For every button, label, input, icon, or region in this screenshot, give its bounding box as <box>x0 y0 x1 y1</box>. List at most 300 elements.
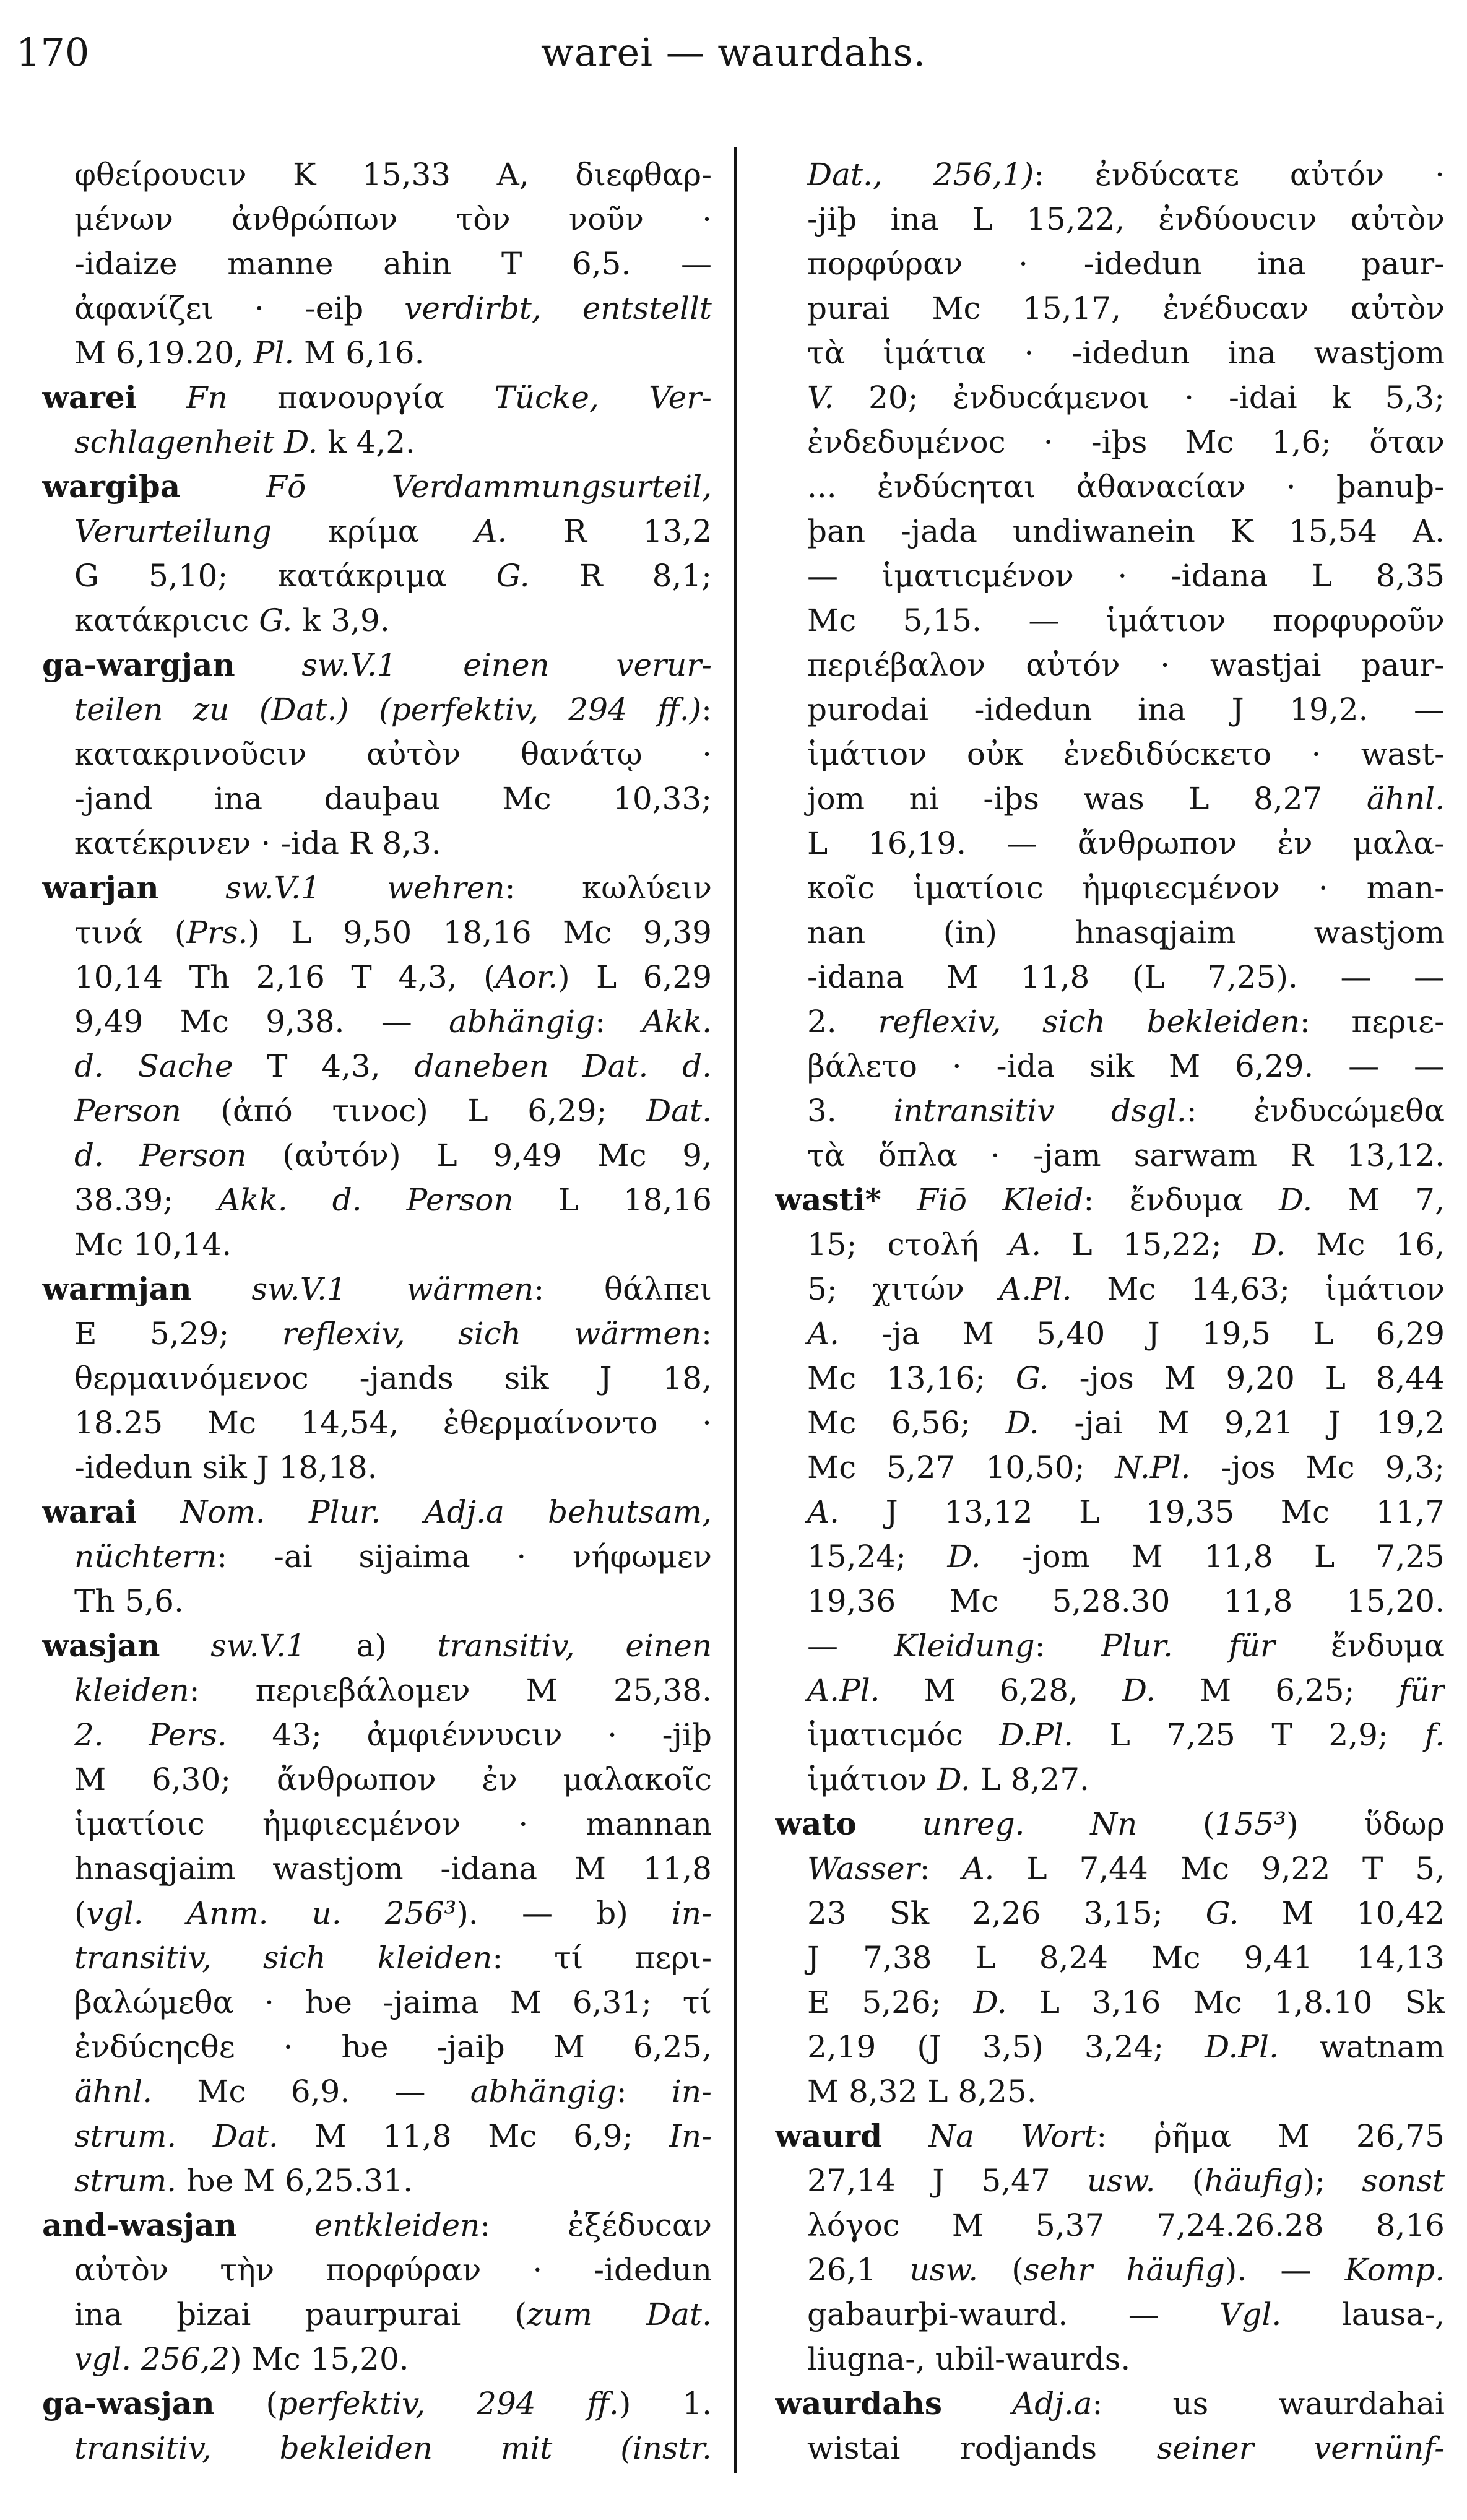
text-run: perfektiv, 294 ff. <box>278 2386 619 2422</box>
text-run: τινά ( <box>74 915 187 950</box>
text-run: : ῥῆμα M 26,75 <box>1096 2118 1445 2154</box>
text-line <box>42 2203 712 2248</box>
text-line <box>775 464 1445 509</box>
text-run: Akk. d. Person <box>218 1182 514 1218</box>
text-run: G. <box>1205 1895 1239 1931</box>
text-run: M 6,25; <box>1156 1672 1399 1708</box>
text-run: V. <box>807 380 834 415</box>
text-run: ( <box>1155 2163 1205 2199</box>
text-run: : <box>919 1851 963 1887</box>
text-line <box>42 866 712 910</box>
text-run: N.Pl. <box>1115 1449 1191 1485</box>
headword: waurdahs <box>775 2385 942 2422</box>
text-run: — <box>807 1628 894 1664</box>
text-run: : τί περι- <box>492 1940 712 1976</box>
text-run: -jai M 9,21 J 19,2 <box>1039 1405 1445 1441</box>
text-run: strum. <box>74 2163 177 2199</box>
text-run: λόγοc M 5,37 7,24.26.28 8,16 <box>807 2207 1445 2243</box>
text-run: Nom. Plur. Adj.a behutsam, <box>180 1494 712 1530</box>
text-run: 3. <box>807 1093 894 1129</box>
text-line <box>42 509 712 554</box>
text-line <box>42 910 712 955</box>
text-run: ) Mc 15,20. <box>230 2341 409 2377</box>
text-run: 2. <box>807 1004 878 1040</box>
text-run: L 7,44 Mc 9,22 T 5, <box>994 1851 1445 1887</box>
text-run: G 5,10; κατάκριμα <box>74 558 496 594</box>
headword: ga-wasjan <box>42 2385 215 2422</box>
text-run: verdirbt, entstellt <box>404 290 712 326</box>
text-run: βαλώμεθα · ƕe -jaima M 6,31; τί <box>74 1984 712 2020</box>
text-run: ); <box>1302 2163 1362 2199</box>
text-line <box>775 1891 1445 1936</box>
text-run: D. <box>947 1539 981 1575</box>
text-run: D. <box>1252 1227 1286 1262</box>
text-run: L 3,16 Mc 1,8.10 Sk <box>1006 1984 1445 2020</box>
text-run: αὐτὸν τὴν πορφύραν · -idedun <box>74 2252 712 2288</box>
text-line <box>42 2158 712 2203</box>
text-line <box>775 1401 1445 1445</box>
headword: wargiþa <box>42 468 181 505</box>
text-run: M 8,32 L 8,25. <box>807 2074 1037 2109</box>
text-run: Kleidung <box>894 1628 1035 1664</box>
text-line <box>775 1311 1445 1356</box>
text-line <box>42 999 712 1044</box>
text-run: 2,19 (J 3,5) 3,24; <box>807 2029 1205 2065</box>
text-run: θερμαινόμενοc -jands sik J 18, <box>74 1360 712 1396</box>
text-line <box>42 1178 712 1222</box>
text-run: M 7, <box>1312 1182 1445 1218</box>
headword: warei <box>42 379 137 415</box>
text-run: sw.V.1 einen verur- <box>301 647 712 683</box>
text-run: : <box>701 692 712 728</box>
text-run: -jom M 11,8 L 7,25 <box>980 1539 1445 1575</box>
text-line <box>42 1534 712 1579</box>
text-run: : <box>701 1316 712 1352</box>
text-run: kleiden <box>74 1672 189 1708</box>
text-line <box>775 1980 1445 2025</box>
text-run: M 6,19.20, <box>74 335 254 371</box>
text-line <box>775 1668 1445 1713</box>
text-line <box>42 464 712 509</box>
headword: wasjan <box>42 1627 160 1664</box>
text-run <box>192 1271 252 1307</box>
text-run: M 6,28, <box>880 1672 1122 1708</box>
text-line <box>775 1534 1445 1579</box>
text-run: : <box>1034 1628 1101 1664</box>
text-line <box>42 197 712 241</box>
text-run: usw. <box>909 2252 979 2288</box>
text-run: gabaurþi-waurd. — <box>807 2296 1220 2332</box>
text-run: Aor. <box>495 959 558 995</box>
text-run: Fō Verdammungsurteil, <box>266 469 712 505</box>
text-run: A.Pl. <box>999 1271 1072 1307</box>
text-run: G. <box>259 602 293 638</box>
text-line <box>42 2069 712 2114</box>
text-run: häufig <box>1204 2163 1303 2199</box>
text-line <box>775 2337 1445 2381</box>
text-run: Mc 6,9. — <box>152 2074 470 2109</box>
headword: wato <box>775 1805 857 1842</box>
text-line <box>775 420 1445 464</box>
right-column <box>775 152 1445 2470</box>
text-run: M 6,16. <box>294 335 425 371</box>
text-line <box>775 643 1445 687</box>
text-line <box>775 241 1445 286</box>
text-run <box>180 469 266 505</box>
headword: and-wasjan <box>42 2207 237 2243</box>
text-run: T 4,3, <box>233 1048 415 1084</box>
text-line <box>775 776 1445 821</box>
text-line <box>775 1579 1445 1623</box>
text-run: — ἱματιcμένον · -idana L 8,35 <box>807 558 1445 594</box>
text-run: μένων ἀνθρώπων τὸν νοῦν · <box>74 201 712 237</box>
text-run: -jiþ ina L 15,22, ἐνδύουcιν αὐτὸν <box>807 201 1445 237</box>
text-run: πανουργία <box>227 380 495 415</box>
text-line <box>42 420 712 464</box>
text-line <box>42 1311 712 1356</box>
text-run: Mc 16, <box>1286 1227 1445 1262</box>
text-run: intransitiv dsgl. <box>893 1093 1187 1129</box>
text-line <box>775 1267 1445 1311</box>
text-run: 15,24; <box>807 1539 948 1575</box>
text-run: nan (in) hnasqjaim wastjom <box>807 915 1445 950</box>
text-run: κοῖc ἱματίοιc ἠμφιεcμένον · man- <box>807 870 1445 906</box>
text-run: Verurteilung <box>74 513 272 549</box>
text-run: 23 Sk 2,26 3,15; <box>807 1895 1206 1931</box>
text-run: Na Wort <box>928 2118 1097 2154</box>
text-line <box>42 687 712 732</box>
text-run: : περιε- <box>1299 1004 1445 1040</box>
text-line <box>42 1267 712 1311</box>
text-run: 27,14 J 5,47 <box>807 2163 1087 2199</box>
text-run: für <box>1398 1672 1445 1708</box>
text-line <box>775 955 1445 999</box>
text-run: 15; cτολή <box>807 1227 1010 1262</box>
text-run: (αὐτόν) L 9,49 Mc 9, <box>246 1137 712 1173</box>
text-line <box>42 1757 712 1802</box>
text-line <box>42 1891 712 1936</box>
text-line <box>775 1623 1445 1668</box>
text-run: τὰ ἱμάτια · -idedun ina wastjom <box>807 335 1445 371</box>
text-line <box>42 2426 712 2470</box>
text-run: k 3,9. <box>292 602 390 638</box>
text-run: 155³ <box>1214 1806 1287 1842</box>
text-run: R 8,1; <box>529 558 712 594</box>
text-run: Fn <box>186 380 228 415</box>
text-run: Tücke, Ver- <box>494 380 712 415</box>
text-line <box>42 643 712 687</box>
page-number: 170 <box>16 30 90 75</box>
text-run: ( <box>1137 1806 1215 1842</box>
text-run: ἱμάτιον οὐκ ἐνεδιδύcκετο · wast- <box>807 736 1445 772</box>
text-line <box>775 509 1445 554</box>
text-line <box>775 2158 1445 2203</box>
text-run: : θάλπει <box>534 1271 712 1307</box>
text-run: Vgl. <box>1219 2296 1282 2332</box>
text-line <box>775 2025 1445 2069</box>
text-run: D. <box>1005 1405 1039 1441</box>
text-line <box>775 2114 1445 2158</box>
text-run: liugna-, ubil-waurds. <box>807 2341 1131 2377</box>
text-line <box>775 999 1445 1044</box>
text-run: L 8,27. <box>970 1762 1089 1797</box>
text-run: Wasser <box>807 1851 920 1887</box>
text-run: G. <box>496 558 530 594</box>
text-run <box>159 870 226 906</box>
text-run: d. Sache <box>74 1048 233 1084</box>
text-line <box>775 2248 1445 2292</box>
headword: ga-wargjan <box>42 646 235 683</box>
text-line <box>775 2381 1445 2426</box>
text-line <box>42 1445 712 1490</box>
text-line <box>775 152 1445 197</box>
text-run: sehr häufig <box>1023 2252 1225 2288</box>
text-run: A. <box>1009 1227 1042 1262</box>
text-run: transitiv, sich kleiden <box>74 1940 493 1976</box>
text-run: Mc 13,16; <box>807 1360 1016 1396</box>
text-run: a) <box>305 1628 438 1664</box>
text-run: reflexiv, sich wärmen <box>282 1316 702 1352</box>
text-run: unreg. Nn <box>922 1806 1138 1842</box>
text-run <box>137 380 186 415</box>
text-run: In- <box>669 2118 712 2154</box>
text-line <box>775 821 1445 866</box>
text-line <box>775 910 1445 955</box>
text-run: in- <box>671 1895 712 1931</box>
text-run: D. <box>1122 1672 1156 1708</box>
text-run: L 7,25 T 2,9; <box>1073 1717 1425 1753</box>
headword: warmjan <box>42 1271 192 1307</box>
text-line <box>42 2114 712 2158</box>
text-run: Mc 6,56; <box>807 1405 1006 1441</box>
text-line <box>42 241 712 286</box>
text-run: usw. <box>1086 2163 1156 2199</box>
text-run: D. <box>973 1984 1007 2020</box>
text-line <box>775 2426 1445 2470</box>
text-line <box>775 1757 1445 1802</box>
text-run: sonst <box>1362 2163 1445 2199</box>
text-line <box>775 197 1445 241</box>
text-line <box>775 1133 1445 1178</box>
text-run: A. <box>962 1851 995 1887</box>
text-run: 2. Pers. <box>74 1717 227 1753</box>
text-line <box>775 1044 1445 1088</box>
text-run <box>881 1182 917 1218</box>
text-run: ( <box>978 2252 1024 2288</box>
text-run: M 6,30; ἄνθρωπον ἐν μαλακοῖc <box>74 1762 712 1797</box>
text-run: κατακρινοῦcιν αὐτὸν θανάτῳ · <box>74 736 712 772</box>
text-line <box>775 866 1445 910</box>
text-line <box>775 1846 1445 1891</box>
text-line <box>42 1401 712 1445</box>
running-title: warei — waurdahs. <box>540 30 927 75</box>
text-run: κατάκριcιc <box>74 602 259 638</box>
text-line <box>775 732 1445 776</box>
text-run: κατέκρινεν · -ida R 8,3. <box>74 825 441 861</box>
text-run: περιέβαλον αὐτόν · wastjai paur- <box>807 647 1445 683</box>
text-run: : ἐξέδυcαν <box>480 2207 712 2243</box>
text-line <box>42 821 712 866</box>
text-line <box>775 2069 1445 2114</box>
text-run: 19,36 Mc 5,28.30 11,8 15,20. <box>807 1583 1445 1619</box>
text-run: Dat., 256,1) <box>807 157 1034 193</box>
headword: waurd <box>775 2118 883 2154</box>
text-run: D.Pl. <box>1205 2029 1279 2065</box>
text-run: Pl. <box>253 335 295 371</box>
text-run: hnasqjaim wastjom -idana M 11,8 <box>74 1851 712 1887</box>
text-line <box>775 2292 1445 2337</box>
text-run: : ἐνδυcώμεθα <box>1186 1093 1445 1129</box>
text-line <box>42 1980 712 2025</box>
text-run: τὰ ὅπλα · -jam sarwam R 13,12. <box>807 1137 1445 1173</box>
text-run: -ja M 5,40 J 19,5 L 6,29 <box>839 1316 1445 1352</box>
text-run: in- <box>671 2074 712 2109</box>
text-line <box>42 1222 712 1267</box>
text-run: : κωλύειν <box>504 870 712 906</box>
text-line <box>42 1044 712 1088</box>
text-line <box>42 1579 712 1623</box>
text-line <box>775 1713 1445 1757</box>
text-run: nüchtern <box>74 1539 217 1575</box>
text-run: : <box>595 1004 643 1040</box>
text-run: ἐνδεδυμένοc · -iþs Mc 1,6; ὅταν <box>807 424 1445 460</box>
text-run: ἱματίοιc ἠμφιεcμένον · mannan <box>74 1806 712 1842</box>
text-line <box>775 687 1445 732</box>
text-run: purodai -idedun ina J 19,2. — <box>807 692 1445 728</box>
text-run: : <box>616 2074 672 2109</box>
text-run: entkleiden <box>314 2207 480 2243</box>
text-run: A. <box>807 1316 840 1352</box>
text-run: wistai rodjands <box>807 2430 1157 2466</box>
text-line <box>42 375 712 420</box>
text-run: D.Pl. <box>999 1717 1074 1753</box>
text-run <box>857 1806 922 1842</box>
text-run <box>137 1494 180 1530</box>
text-run: strum. Dat. <box>74 2118 279 2154</box>
text-run: Mc 5,27 10,50; <box>807 1449 1115 1485</box>
text-run: Th 5,6. <box>74 1583 184 1619</box>
text-run: ƕe M 6,25.31. <box>176 2163 413 2199</box>
text-line <box>775 1490 1445 1534</box>
text-run: vgl. 256,2 <box>74 2341 230 2377</box>
text-run: teilen zu (Dat.) (perfektiv, 294 ff.) <box>74 692 702 728</box>
column-divider <box>734 147 737 2473</box>
text-line <box>42 2381 712 2426</box>
text-run: A. <box>807 1494 840 1530</box>
text-line <box>42 955 712 999</box>
text-run: J 13,12 L 19,35 Mc 11,7 <box>839 1494 1445 1530</box>
text-run: ähnl. <box>74 2074 153 2109</box>
text-run: : us waurdahai <box>1092 2386 1445 2422</box>
text-run: M 10,42 <box>1239 1895 1445 1931</box>
text-run: f. <box>1424 1717 1445 1753</box>
text-run: lausa-, <box>1281 2296 1445 2332</box>
text-line <box>42 1713 712 1757</box>
text-run: 18.25 Mc 14,54, ἐθερμαίνοντο · <box>74 1405 712 1441</box>
text-line <box>42 554 712 598</box>
text-run: -idana M 11,8 (L 7,25). — — <box>807 959 1445 995</box>
text-run: E 5,26; <box>807 1984 974 2020</box>
text-line <box>42 286 712 331</box>
text-run: vgl. Anm. u. 256³ <box>86 1895 457 1931</box>
text-run: -jos Mc 9,3; <box>1190 1449 1445 1485</box>
text-run: Adj.a <box>1012 2386 1093 2422</box>
text-run: Mc 5,15. — ἱμάτιον πορφυροῦν <box>807 602 1445 638</box>
text-run: -jos M 9,20 L 8,44 <box>1049 1360 1445 1396</box>
text-run: transitiv, einen <box>437 1628 712 1664</box>
text-run: -jand ina dauþau Mc 10,33; <box>74 781 712 817</box>
text-run: Dat. <box>646 1093 712 1129</box>
text-run: : ἐνδύcατε αὐτόν · <box>1034 157 1445 193</box>
text-run: E 5,29; <box>74 1316 282 1352</box>
text-run: ( <box>214 2386 278 2422</box>
text-run: daneben Dat. d. <box>414 1048 712 1084</box>
text-run: sw.V.1 <box>210 1628 306 1664</box>
text-run: 5; χιτών <box>807 1271 1000 1307</box>
text-run: abhängig <box>470 2074 617 2109</box>
text-run: ἐνδύcηcθε · ƕe -jaiþ M 6,25, <box>74 2029 712 2065</box>
text-run: : -ai sijaima · νήφωμεν <box>217 1539 712 1575</box>
text-line <box>775 331 1445 375</box>
text-line <box>42 1133 712 1178</box>
text-run <box>235 647 302 683</box>
text-run: zum Dat. <box>526 2296 712 2332</box>
text-line <box>42 2025 712 2069</box>
text-run: ) L 9,50 18,16 Mc 9,39 <box>248 915 712 950</box>
text-line <box>42 1490 712 1534</box>
text-line <box>42 776 712 821</box>
text-line <box>42 2248 712 2292</box>
text-line <box>775 1936 1445 1980</box>
text-run: κρίμα <box>272 513 475 549</box>
text-run: Fiō Kleid <box>917 1182 1084 1218</box>
text-run: A. <box>475 513 508 549</box>
text-line <box>42 331 712 375</box>
text-run: jom ni -iþs was L 8,27 <box>807 781 1367 817</box>
text-run: Akk. <box>642 1004 712 1040</box>
text-line <box>775 1222 1445 1267</box>
text-run: watnam <box>1278 2029 1445 2065</box>
text-run: πορφύραν · -idedun ina paur- <box>807 246 1445 282</box>
headword: warjan <box>42 869 159 906</box>
text-run: ähnl. <box>1366 781 1445 817</box>
text-run <box>237 2207 314 2243</box>
text-run: R 13,2 <box>507 513 712 549</box>
text-run: sw.V.1 wärmen <box>251 1271 534 1307</box>
text-run: ) 1. <box>618 2386 712 2422</box>
text-line <box>775 554 1445 598</box>
text-run: reflexiv, sich bekleiden <box>878 1004 1300 1040</box>
text-run <box>160 1628 210 1664</box>
text-run: ( <box>74 1895 87 1931</box>
text-run: 38.39; <box>74 1182 219 1218</box>
text-run: Prs. <box>186 915 248 950</box>
text-line <box>42 1802 712 1846</box>
text-run: transitiv, bekleiden mit (instr. <box>74 2430 712 2466</box>
text-line <box>42 1668 712 1713</box>
text-line <box>42 732 712 776</box>
text-line <box>775 1356 1445 1401</box>
headword: wasti* <box>775 1181 881 1218</box>
text-run: L 18,16 <box>513 1182 712 1218</box>
text-run: ἱματιcμόc <box>807 1717 1000 1753</box>
text-run: Mc 10,14. <box>74 1227 232 1262</box>
text-run: ἔνδυμα <box>1274 1628 1445 1664</box>
text-line <box>775 2203 1445 2248</box>
text-run: βάλετο · -ida sik M 6,29. — — <box>807 1048 1445 1084</box>
text-run: (ἀπό τινοc) L 6,29; <box>181 1093 647 1129</box>
text-run: M 11,8 Mc 6,9; <box>278 2118 670 2154</box>
